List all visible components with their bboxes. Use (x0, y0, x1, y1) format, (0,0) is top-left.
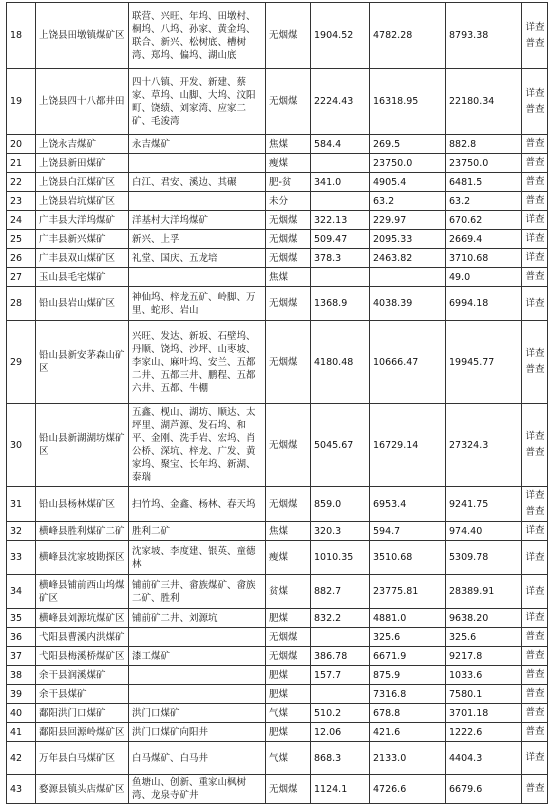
reserve-total-cell: 8793.38 (446, 3, 522, 69)
row-number-cell: 34 (7, 575, 36, 609)
reserve-value-1-cell: 832.2 (311, 609, 370, 628)
mine-area-name-cell: 弋阳县曹溪内洪煤矿 (36, 628, 129, 647)
mines-list-cell: 洪门口煤矿 (129, 704, 266, 723)
status-label: 普查 (525, 650, 545, 661)
exploration-status-cell (522, 647, 548, 666)
reserve-value-1-cell (311, 628, 370, 647)
reserve-value-2-cell: 2095.33 (370, 230, 446, 249)
exploration-status-cell (522, 775, 548, 804)
reserve-value-1-cell: 1010.35 (311, 541, 370, 575)
mine-area-name-cell: 上饶县四十八都井田 (36, 69, 129, 135)
reserve-total-cell: 670.62 (446, 211, 522, 230)
reserve-value-2-cell: 594.7 (370, 522, 446, 541)
reserve-total-cell: 9217.8 (446, 647, 522, 666)
reserve-total-cell: 9638.20 (446, 609, 522, 628)
reserve-value-2-cell: 23750.0 (370, 154, 446, 173)
reserve-value-2-cell: 325.6 (370, 628, 446, 647)
mines-list-cell (129, 268, 266, 287)
mines-list-cell: 铺前矿二井、刘源坑 (129, 609, 266, 628)
status-label: 普查 (525, 271, 545, 282)
reserve-total-cell: 19945.77 (446, 321, 522, 404)
row-number-cell: 21 (7, 154, 36, 173)
mine-area-name-cell: 鄱阳县回源岭煤矿区 (36, 723, 129, 742)
mine-area-name-cell: 铅山县新安茅森山矿区 (36, 321, 129, 404)
reserve-total-cell: 1033.6 (446, 666, 522, 685)
exploration-status-cell (522, 723, 548, 742)
mines-list-cell (129, 685, 266, 704)
reserve-value-1-cell: 868.3 (311, 742, 370, 775)
reserve-value-2-cell: 4905.4 (370, 173, 446, 192)
exploration-status-cell (522, 211, 548, 230)
reserve-total-cell: 5309.78 (446, 541, 522, 575)
mines-list-cell (129, 628, 266, 647)
exploration-status-cell (522, 69, 548, 135)
exploration-status-cell (522, 742, 548, 775)
row-number-cell: 29 (7, 321, 36, 404)
mine-area-name-cell: 铅山县新湖湖坊煤矿区 (36, 404, 129, 487)
reserve-value-1-cell (311, 154, 370, 173)
coal-type-cell: 肥煤 (266, 723, 311, 742)
row-number-cell: 18 (7, 3, 36, 69)
status-label: 普查 (525, 688, 545, 699)
reserve-total-cell: 63.2 (446, 192, 522, 211)
coal-type-cell: 贫煤 (266, 575, 311, 609)
reserve-total-cell: 6679.6 (446, 775, 522, 804)
status-label: 普查 (525, 506, 545, 517)
reserve-value-2-cell: 3510.68 (370, 541, 446, 575)
reserve-value-2-cell: 16729.14 (370, 404, 446, 487)
status-label: 普查 (525, 726, 545, 737)
reserve-value-1-cell: 157.7 (311, 666, 370, 685)
table-row (7, 154, 548, 173)
table-row (7, 522, 548, 541)
reserve-value-1-cell (311, 685, 370, 704)
reserve-total-cell: 7580.1 (446, 685, 522, 704)
mines-list-cell: 兴旺、发达、新坂、石壁坞、丹顺、饶坞、沙坪、山枣坡、李家山、麻叶坞、安兰、五都二井、五都三井、鹏程、五都六井、五都、牛棚 (129, 321, 266, 404)
mines-list-cell (129, 154, 266, 173)
table-row (7, 287, 548, 321)
reserve-value-1-cell: 1124.1 (311, 775, 370, 804)
mine-area-name-cell: 横峰县胜利煤矿二矿 (36, 522, 129, 541)
table-row (7, 69, 548, 135)
row-number-cell: 24 (7, 211, 36, 230)
row-number-cell: 20 (7, 135, 36, 154)
status-label: 详查 (525, 431, 545, 442)
row-number-cell: 42 (7, 742, 36, 775)
reserve-value-2-cell: 421.6 (370, 723, 446, 742)
table-row (7, 704, 548, 723)
mines-list-cell: 新兴、上孚 (129, 230, 266, 249)
reserve-value-1-cell (311, 268, 370, 287)
mine-area-name-cell: 上饶永吉煤矿 (36, 135, 129, 154)
status-label: 普查 (525, 783, 545, 794)
row-number-cell: 28 (7, 287, 36, 321)
status-label: 普查 (525, 447, 545, 458)
table-row (7, 3, 548, 69)
exploration-status-cell (522, 487, 548, 522)
reserve-value-1-cell: 378.3 (311, 249, 370, 268)
exploration-status-cell (522, 249, 548, 268)
reserve-value-2-cell (370, 268, 446, 287)
reserve-value-2-cell: 2133.0 (370, 742, 446, 775)
reserve-total-cell: 325.6 (446, 628, 522, 647)
row-number-cell: 30 (7, 404, 36, 487)
mines-list-cell (129, 666, 266, 685)
table-row (7, 230, 548, 249)
exploration-status-cell (522, 321, 548, 404)
status-label: 详查 (525, 297, 545, 309)
mines-list-cell: 铺前矿三井、畲族煤矿、畲族二矿、胜利 (129, 575, 266, 609)
row-number-cell: 37 (7, 647, 36, 666)
coal-type-cell: 无烟煤 (266, 3, 311, 69)
exploration-status-cell (522, 287, 548, 321)
exploration-status-cell (522, 522, 548, 541)
reserve-total-cell: 3710.68 (446, 249, 522, 268)
table-row (7, 487, 548, 522)
row-number-cell: 32 (7, 522, 36, 541)
coal-type-cell: 无烟煤 (266, 69, 311, 135)
reserve-total-cell: 1222.6 (446, 723, 522, 742)
reserve-value-1-cell: 5045.67 (311, 404, 370, 487)
reserve-value-2-cell: 875.9 (370, 666, 446, 685)
reserve-total-cell: 882.8 (446, 135, 522, 154)
exploration-status-cell (522, 628, 548, 647)
reserve-value-1-cell: 1368.9 (311, 287, 370, 321)
table-row (7, 666, 548, 685)
mines-list-cell: 神仙坞、梓龙五矿、岭脚、万里、蛇形、岩山 (129, 287, 266, 321)
mine-area-name-cell: 铅山县岩山煤矿区 (36, 287, 129, 321)
coal-type-cell: 焦煤 (266, 522, 311, 541)
reserve-value-2-cell: 16318.95 (370, 69, 446, 135)
mine-area-name-cell: 余干县润溪煤矿 (36, 666, 129, 685)
mines-list-cell: 礼堂、国庆、五龙培 (129, 249, 266, 268)
mines-list-cell (129, 192, 266, 211)
status-label: 详查 (525, 612, 545, 623)
coal-mine-table (6, 2, 548, 804)
reserve-total-cell: 6994.18 (446, 287, 522, 321)
reserve-value-1-cell: 2224.43 (311, 69, 370, 135)
mine-area-name-cell: 上饶县白江煤矿区 (36, 173, 129, 192)
exploration-status-cell (522, 173, 548, 192)
table-row (7, 628, 548, 647)
reserve-value-1-cell: 320.3 (311, 522, 370, 541)
row-number-cell: 43 (7, 775, 36, 804)
reserve-total-cell: 49.0 (446, 268, 522, 287)
reserve-value-2-cell: 4881.0 (370, 609, 446, 628)
row-number-cell: 19 (7, 69, 36, 135)
mines-list-cell: 永吉煤矿 (129, 135, 266, 154)
mine-area-name-cell: 铅山县杨林煤矿区 (36, 487, 129, 522)
mine-area-name-cell: 玉山县毛宅煤矿 (36, 268, 129, 287)
mine-area-name-cell: 上饶县新田煤矿 (36, 154, 129, 173)
mine-area-name-cell: 横峰县刘源坑煤矿区 (36, 609, 129, 628)
row-number-cell: 41 (7, 723, 36, 742)
reserve-total-cell: 2669.4 (446, 230, 522, 249)
exploration-status-cell (522, 192, 548, 211)
coal-type-cell: 瘦煤 (266, 541, 311, 575)
mine-area-name-cell: 上饶县岩坑煤矿区 (36, 192, 129, 211)
reserve-value-1-cell: 4180.48 (311, 321, 370, 404)
row-number-cell: 39 (7, 685, 36, 704)
status-label: 普查 (525, 176, 545, 187)
exploration-status-cell (522, 404, 548, 487)
reserve-value-2-cell: 4038.39 (370, 287, 446, 321)
reserve-value-2-cell: 6671.9 (370, 647, 446, 666)
exploration-status-cell (522, 230, 548, 249)
table-row (7, 249, 548, 268)
status-label: 详查 (525, 752, 545, 763)
coal-type-cell: 无烟煤 (266, 404, 311, 487)
coal-type-cell: 无烟煤 (266, 230, 311, 249)
status-label: 普查 (525, 103, 545, 115)
mines-list-cell: 扫竹坞、金鑫、杨林、春天坞 (129, 487, 266, 522)
coal-type-cell: 无烟煤 (266, 487, 311, 522)
status-label: 详查 (525, 21, 545, 33)
row-number-cell: 40 (7, 704, 36, 723)
table-row (7, 268, 548, 287)
coal-type-cell: 无烟煤 (266, 647, 311, 666)
reserve-total-cell: 9241.75 (446, 487, 522, 522)
exploration-status-cell (522, 154, 548, 173)
row-number-cell: 25 (7, 230, 36, 249)
exploration-status-cell (522, 541, 548, 575)
coal-type-cell: 肥-贫 (266, 173, 311, 192)
status-label: 普查 (525, 37, 545, 49)
reserve-value-1-cell: 510.2 (311, 704, 370, 723)
status-label: 详查 (525, 551, 545, 563)
coal-type-cell: 无烟煤 (266, 287, 311, 321)
table-row (7, 609, 548, 628)
exploration-status-cell (522, 268, 548, 287)
reserve-value-1-cell: 584.4 (311, 135, 370, 154)
reserve-value-1-cell: 859.0 (311, 487, 370, 522)
coal-type-cell: 肥煤 (266, 609, 311, 628)
coal-type-cell: 无烟煤 (266, 321, 311, 404)
table-row (7, 541, 548, 575)
table-row (7, 742, 548, 775)
mine-area-name-cell: 广丰县新兴煤矿 (36, 230, 129, 249)
status-label: 详查 (525, 252, 545, 263)
status-label: 详查 (525, 233, 545, 244)
coal-type-cell: 无烟煤 (266, 249, 311, 268)
mine-area-name-cell: 广丰县大洋坞煤矿 (36, 211, 129, 230)
mine-area-name-cell: 弋阳县梅溪桥煤矿区 (36, 647, 129, 666)
status-label: 普查 (525, 157, 545, 168)
mine-area-name-cell: 余干县煤矿 (36, 685, 129, 704)
status-label: 详查 (525, 490, 545, 501)
mines-list-cell: 白江、君安、溪边、其碾 (129, 173, 266, 192)
mines-list-cell: 沈家坡、李度建、银英、童德林 (129, 541, 266, 575)
table-row (7, 775, 548, 804)
reserve-total-cell: 28389.91 (446, 575, 522, 609)
reserve-total-cell: 974.40 (446, 522, 522, 541)
reserve-total-cell: 3701.18 (446, 704, 522, 723)
status-label: 详查 (525, 87, 545, 99)
reserve-value-1-cell: 1904.52 (311, 3, 370, 69)
table-row (7, 321, 548, 404)
status-label: 普查 (525, 669, 545, 680)
mine-area-name-cell: 鄱阳洪门口煤矿 (36, 704, 129, 723)
exploration-status-cell (522, 666, 548, 685)
coal-type-cell: 气煤 (266, 704, 311, 723)
table-row (7, 404, 548, 487)
reserve-value-2-cell: 269.5 (370, 135, 446, 154)
mines-list-cell: 洪门口煤矿向阳井 (129, 723, 266, 742)
status-label: 普查 (525, 138, 545, 149)
status-label: 普查 (525, 707, 545, 718)
row-number-cell: 33 (7, 541, 36, 575)
reserve-value-2-cell: 63.2 (370, 192, 446, 211)
status-label: 详查 (525, 348, 545, 359)
coal-type-cell: 焦煤 (266, 135, 311, 154)
mine-area-name-cell: 横峰县铺前西山坞煤矿区 (36, 575, 129, 609)
status-label: 普查 (525, 631, 545, 642)
coal-type-cell: 焦煤 (266, 268, 311, 287)
mines-list-cell: 胜利二矿 (129, 522, 266, 541)
status-label: 详查 (525, 214, 545, 225)
row-number-cell: 36 (7, 628, 36, 647)
status-label: 详查 (525, 585, 545, 597)
mines-list-cell: 五鑫、枧山、湖坊、顺达、太坪里、湖芦源、发石坞、和平、金刚、洗手岩、宏坞、肖公桥、深坑、梓龙、广发、黄家坞、聚宝、长年坞、新湖、泰瑞 (129, 404, 266, 487)
reserve-value-2-cell: 6953.4 (370, 487, 446, 522)
coal-type-cell: 未分 (266, 192, 311, 211)
reserve-value-2-cell: 4782.28 (370, 3, 446, 69)
row-number-cell: 23 (7, 192, 36, 211)
table-row (7, 647, 548, 666)
table-row (7, 192, 548, 211)
row-number-cell: 27 (7, 268, 36, 287)
mine-area-name-cell: 万年县白马煤矿区 (36, 742, 129, 775)
status-label: 普查 (525, 195, 545, 206)
table-row (7, 135, 548, 154)
reserve-total-cell: 22180.34 (446, 69, 522, 135)
row-number-cell: 31 (7, 487, 36, 522)
coal-type-cell: 无烟煤 (266, 628, 311, 647)
row-number-cell: 35 (7, 609, 36, 628)
exploration-status-cell (522, 135, 548, 154)
coal-type-cell: 瘦煤 (266, 154, 311, 173)
mine-area-name-cell: 广丰县双山煤矿区 (36, 249, 129, 268)
coal-type-cell: 肥煤 (266, 685, 311, 704)
reserve-value-2-cell: 229.97 (370, 211, 446, 230)
exploration-status-cell (522, 575, 548, 609)
reserve-value-2-cell: 678.8 (370, 704, 446, 723)
reserve-value-2-cell: 4726.6 (370, 775, 446, 804)
exploration-status-cell (522, 704, 548, 723)
reserve-value-1-cell: 386.78 (311, 647, 370, 666)
mine-area-name-cell: 上饶县田墩镇煤矿区 (36, 3, 129, 69)
reserve-value-2-cell: 10666.47 (370, 321, 446, 404)
table-row (7, 685, 548, 704)
mine-area-name-cell: 横峰县沈家坡勘探区 (36, 541, 129, 575)
row-number-cell: 22 (7, 173, 36, 192)
status-label: 详查 (525, 525, 545, 536)
reserve-value-1-cell (311, 192, 370, 211)
table-body (7, 3, 548, 804)
mines-list-cell: 鱼塘山、创新、重家山枫树湾、龙泉寺矿井 (129, 775, 266, 804)
status-label: 普查 (525, 364, 545, 375)
mine-area-name-cell: 婺源县镇头店煤矿区 (36, 775, 129, 804)
mines-list-cell: 四十八镇、开发、新建、蔡家、草坞、山脚、大坞、汶阳町、饶绩、刘家湾、应家二矿、毛浚湾 (129, 69, 266, 135)
exploration-status-cell (522, 609, 548, 628)
exploration-status-cell (522, 3, 548, 69)
table-row (7, 211, 548, 230)
reserve-total-cell: 4404.3 (446, 742, 522, 775)
reserve-value-2-cell: 23775.81 (370, 575, 446, 609)
reserve-value-1-cell: 322.13 (311, 211, 370, 230)
exploration-status-cell (522, 685, 548, 704)
mines-list-cell: 白马煤矿、白马井 (129, 742, 266, 775)
coal-type-cell: 无烟煤 (266, 775, 311, 804)
table-row (7, 575, 548, 609)
mines-list-cell: 漆工煤矿 (129, 647, 266, 666)
row-number-cell: 38 (7, 666, 36, 685)
reserve-total-cell: 6481.5 (446, 173, 522, 192)
coal-type-cell: 肥煤 (266, 666, 311, 685)
row-number-cell: 26 (7, 249, 36, 268)
reserve-value-1-cell: 509.47 (311, 230, 370, 249)
table-row (7, 173, 548, 192)
reserve-value-1-cell: 882.7 (311, 575, 370, 609)
reserve-value-1-cell: 12.06 (311, 723, 370, 742)
reserve-value-1-cell: 341.0 (311, 173, 370, 192)
coal-type-cell: 气煤 (266, 742, 311, 775)
reserve-total-cell: 23750.0 (446, 154, 522, 173)
table-row (7, 723, 548, 742)
coal-type-cell: 无烟煤 (266, 211, 311, 230)
reserve-value-2-cell: 7316.8 (370, 685, 446, 704)
reserve-value-2-cell: 2463.82 (370, 249, 446, 268)
mines-list-cell: 联营、兴旺、年坞、田墩村、桐坞、八坞、孙家、黄金坞、联合、新兴、松树底、槽树湾、郑坞、偏坞、湖山底 (129, 3, 266, 69)
reserve-total-cell: 27324.3 (446, 404, 522, 487)
mines-list-cell: 洋基村大洋坞煤矿 (129, 211, 266, 230)
